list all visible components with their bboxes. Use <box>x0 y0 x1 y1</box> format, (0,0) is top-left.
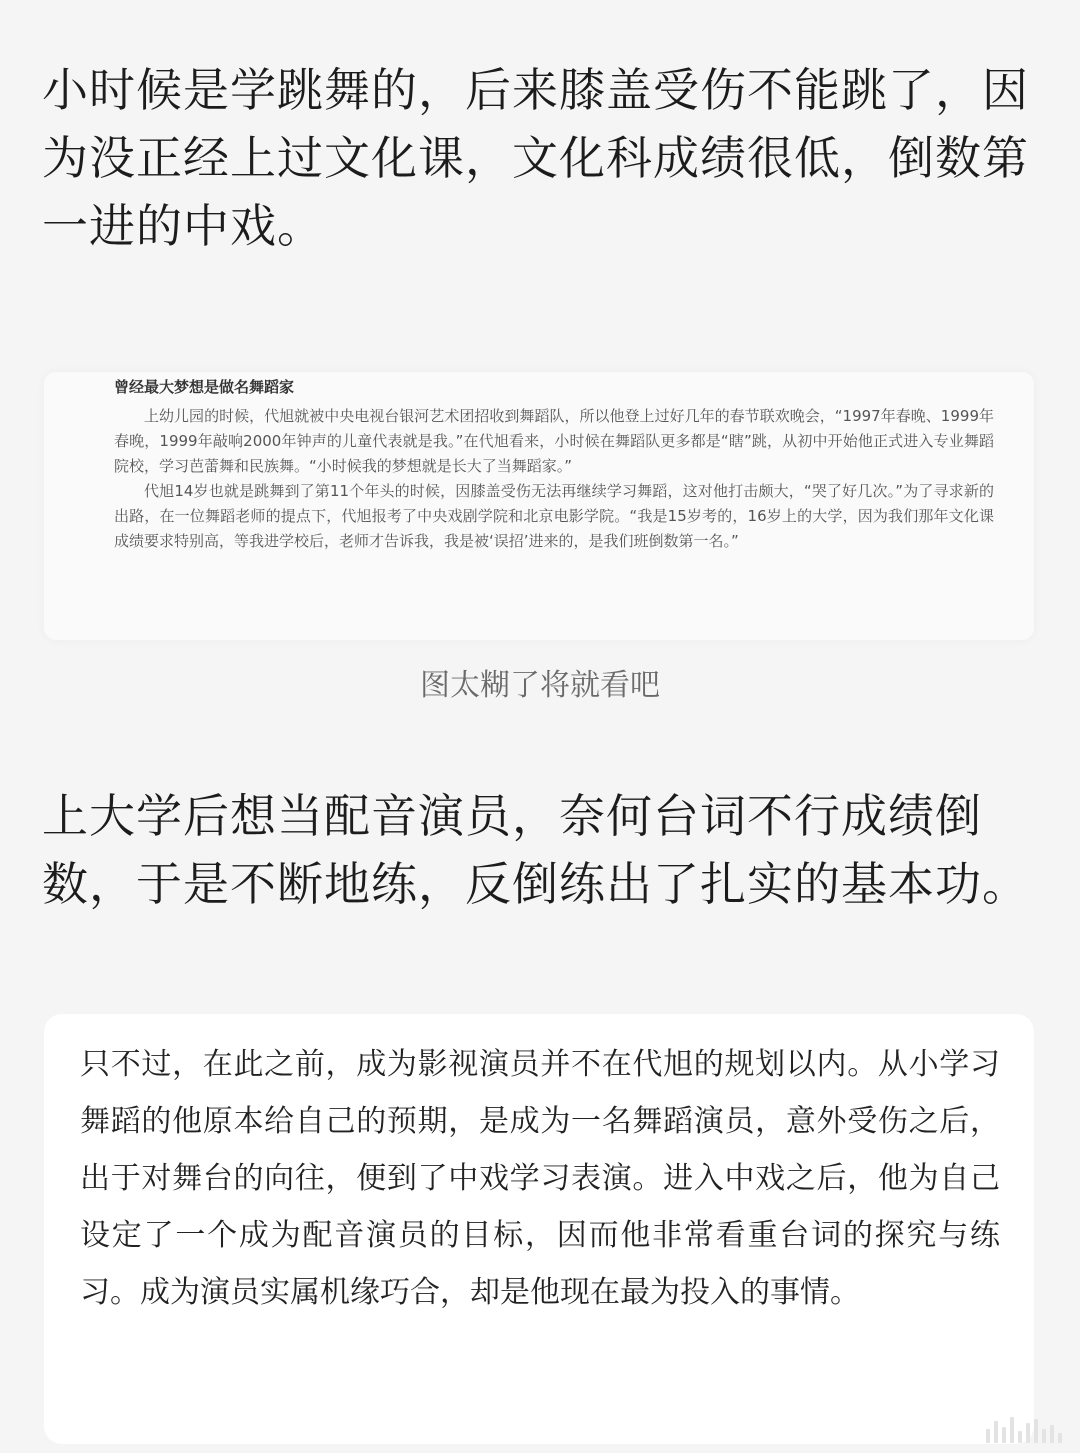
image-caption: 图太糊了将就看吧 <box>420 668 660 703</box>
second-paragraph: 上大学后想当配音演员，奈何台词不行成绩倒数，于是不断地练，反倒练出了扎实的基本功。 <box>42 789 1029 911</box>
scanned-article-image <box>44 372 1034 640</box>
quote-card <box>44 1014 1034 1444</box>
intro-paragraph: 小时候是学跳舞的，后来膝盖受伤不能跳了，因为没正经上过文化课，文化科成绩很低，倒数第一进的中戏。 <box>42 63 1029 253</box>
watermark-bars-icon <box>986 1417 1062 1443</box>
scan-paragraph-1: 上幼儿园的时候，代旭就被中央电视台银河艺术团招收到舞蹈队，所以他登上过好几年的春节联欢晚会，“1997年春晚、1999年春晚，1999年敲响2000年钟声的儿童代表就是我。”在代旭看来，小时候在舞蹈队更多都是“瞎”跳，从初中开始他正式进入专业舞蹈院校，学习芭蕾舞和民族舞。“小时候我的梦想就是长大了当舞蹈家。” <box>114 407 994 475</box>
quote-text: 只不过，在此之前，成为影视演员并不在代旭的规划以内。从小学习舞蹈的他原本给自己的预期，是成为一名舞蹈演员，意外受伤之后，出于对舞台的向往，便到了中戏学习表演。进入中戏之后，他为自己设定了一个成为配音演员的目标，因而他非常看重台词的探究与练习。成为演员实属机缘巧合，却是他现在最为投入的事情。 <box>80 1047 1000 1310</box>
scan-heading: 曾经最大梦想是做名舞蹈家 <box>114 378 295 396</box>
scan-paragraph-2: 代旭14岁也就是跳舞到了第11个年头的时候，因膝盖受伤无法再继续学习舞蹈，这对他打击颇大，“哭了好几次。”为了寻求新的出路，在一位舞蹈老师的提点下，代旭报考了中央戏剧学院和北京电影学院。“我是15岁考的，16岁上的大学，因为我们那年文化课成绩要求特别高，等我进学校后，老师才告诉我，我是被‘误招’进来的，是我们班倒数第一名。” <box>114 482 994 550</box>
